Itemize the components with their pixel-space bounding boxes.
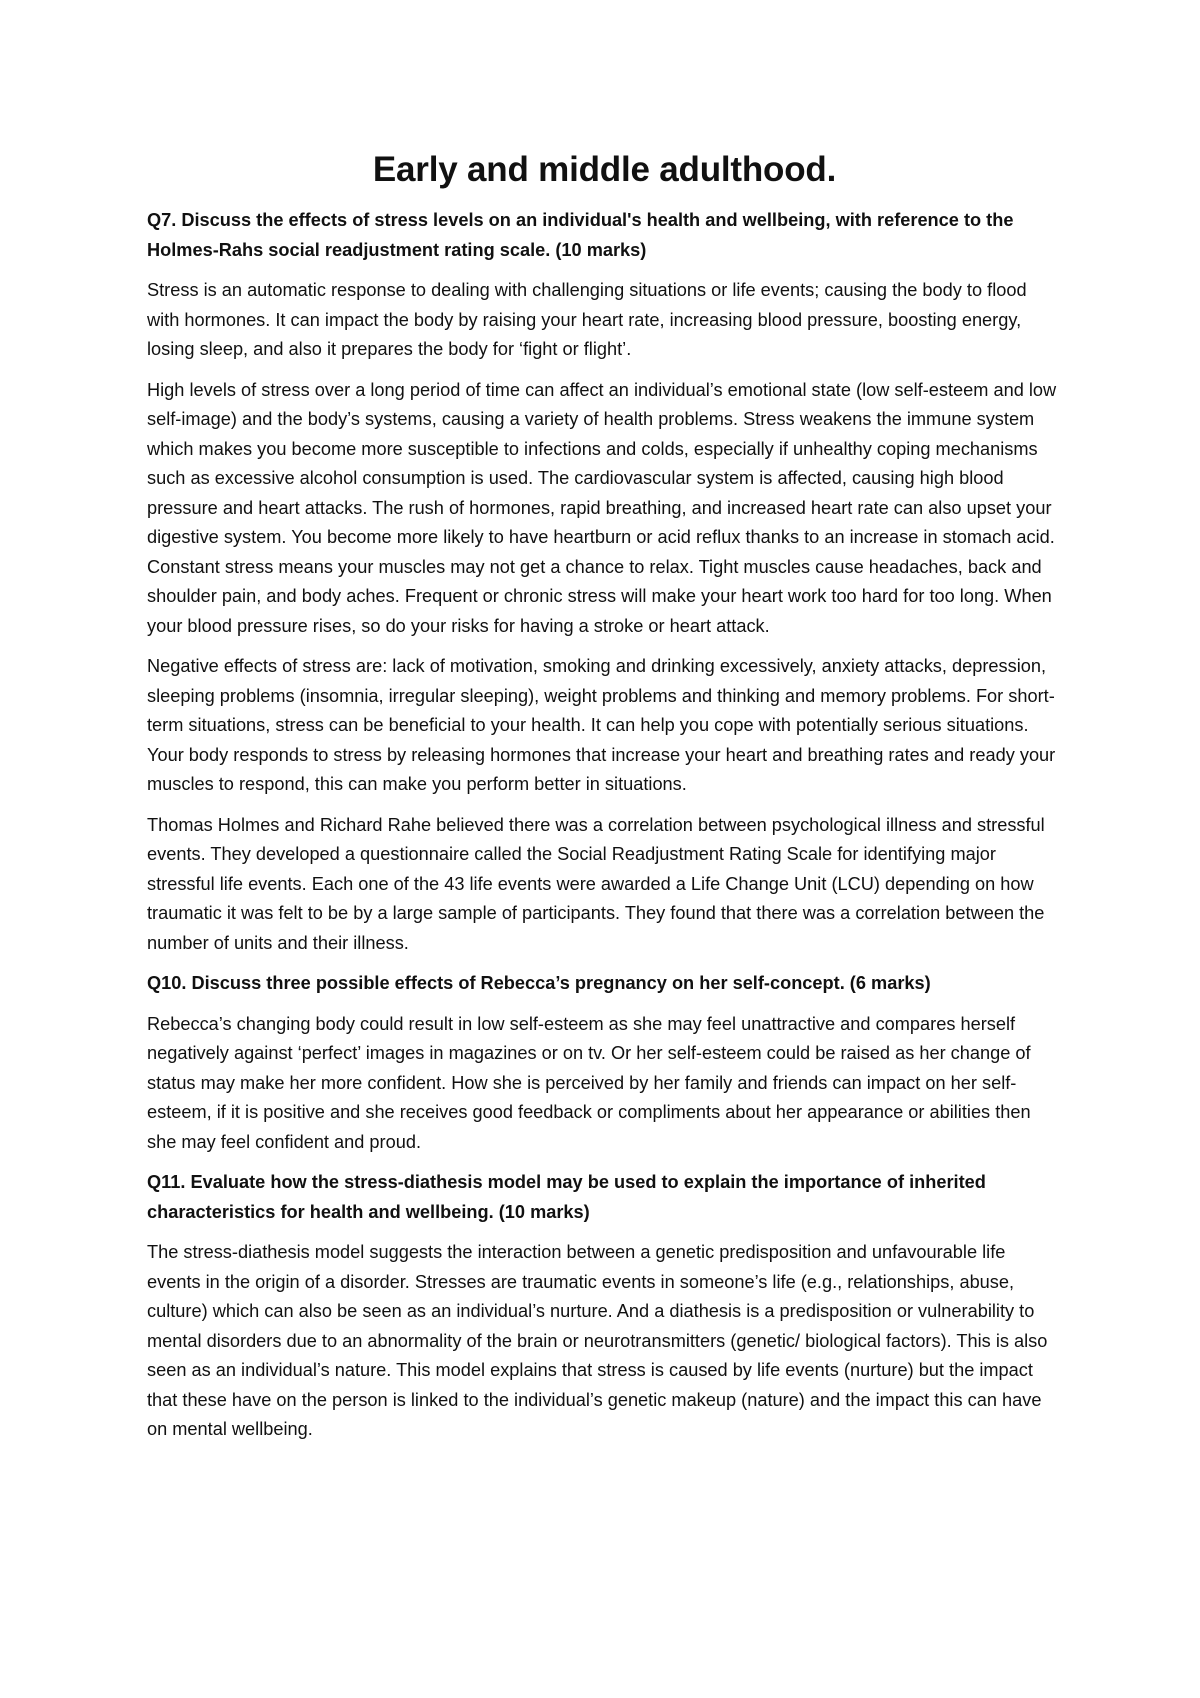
answer-paragraph: Rebecca’s changing body could result in low self-esteem as she may feel unattractive and compares herself negatively against ‘perfect’ images in magazines or on tv. Or her self-esteem could be raised as her change of status may make her more confident. How she is perceived by her family and friends can impact on her self-esteem, if it is positive and she receives good feedback or compliments about her appearance or abilities then she may feel confident and proud. [147, 1013, 1031, 1152]
question-q11: Q11. Evaluate how the stress-diathesis model may be used to explain the importance of inherited characteristics for health and wellbeing. (10 marks) [147, 1172, 986, 1222]
section-q10 [147, 969, 1062, 1157]
section-q11 [147, 1168, 1062, 1445]
section-q7 [147, 206, 1062, 958]
document-body [147, 148, 1062, 1456]
answer-paragraph: Negative effects of stress are: lack of motivation, smoking and drinking excessively, anxiety attacks, depression, sleeping problems (insomnia, irregular sleeping), weight problems and thinking and memory problems. For short-term situations, stress can be beneficial to your health. It can help you cope with potentially serious situations. Your body responds to stress by releasing hormones that increase your heart and breathing rates and ready your muscles to respond, this can make you perform better in situations. [147, 656, 1056, 794]
answer-paragraph: Stress is an automatic response to dealing with challenging situations or life events; causing the body to flood with hormones. It can impact the body by raising your heart rate, increasing blood pressure, boosting energy, losing sleep, and also it prepares the body for ‘fight or flight’. [147, 280, 1027, 359]
question-q7: Q7. Discuss the effects of stress levels on an individual's health and wellbeing, with reference to the Holmes-Rahs social readjustment rating scale. (10 marks) [147, 210, 1014, 260]
answer-paragraph: The stress-diathesis model suggests the interaction between a genetic predisposition and unfavourable life events in the origin of a disorder. Stresses are traumatic events in someone’s life (e.g., relationships, abuse, culture) which can also be seen as an individual’s nurture. And a diathesis is a predisposition or vulnerability to mental disorders due to an abnormality of the brain or neurotransmitters (genetic/ biological factors). This is also seen as an individual’s nature. This model explains that stress is caused by life events (nurture) but the impact that these have on the person is linked to the individual’s genetic makeup (nature) and the impact this can have on mental wellbeing. [147, 1242, 1048, 1439]
page-title: Early and middle adulthood. [372, 150, 837, 189]
question-q10: Q10. Discuss three possible effects of Rebecca’s pregnancy on her self-concept. (6 marks) [147, 973, 931, 993]
answer-paragraph: Thomas Holmes and Richard Rahe believed there was a correlation between psychological illness and stressful events. They developed a questionnaire called the Social Readjustment Rating Scale for identifying major stressful life events. Each one of the 43 life events were awarded a Life Change Unit (LCU) depending on how traumatic it was felt to be by a large sample of participants. They found that there was a correlation between the number of units and their illness. [147, 814, 1045, 953]
answer-paragraph: High levels of stress over a long period of time can affect an individual’s emotional state (low self-esteem and low self-image) and the body’s systems, causing a variety of health problems. Stress weakens the immune system which makes you become more susceptible to infections and colds, especially if unhealthy coping mechanisms such as excessive alcohol consumption is used. The cardiovascular system is affected, causing high blood pressure and heart attacks. The rush of hormones, rapid breathing, and increased heart rate can also upset your digestive system. You become more likely to have heartburn or acid reflux thanks to an increase in stomach acid. Constant stress means your muscles may not get a chance to relax. Tight muscles cause headaches, back and shoulder pain, and body aches. Frequent or chronic stress will make your heart work too hard for too long. When your blood pressure rises, so do your risks for having a stroke or heart attack. [147, 379, 1057, 636]
